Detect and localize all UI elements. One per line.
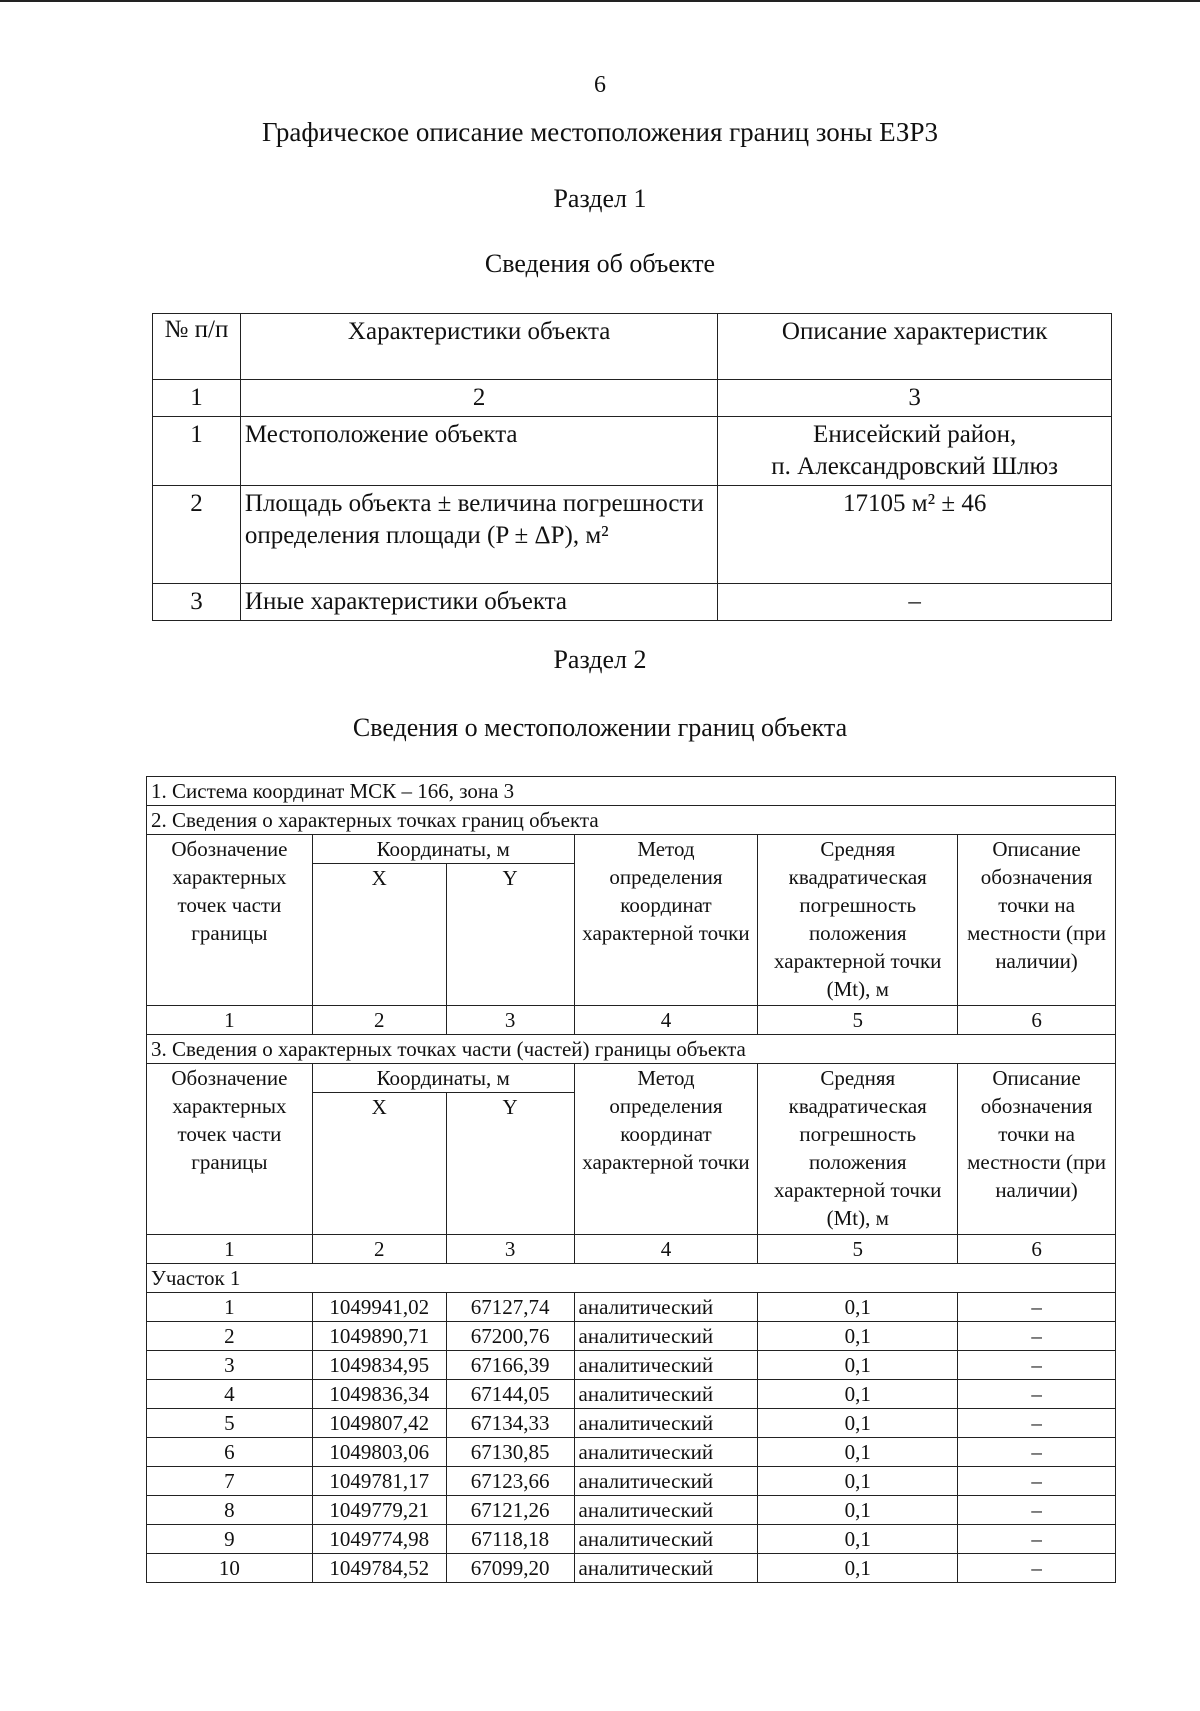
coord-system: 1. Система координат МСК – 166, зона 3 (147, 777, 1116, 806)
document-title: Графическое описание местоположения границ зоны ЕЗР3 (262, 117, 938, 147)
point-desc: – (958, 1293, 1116, 1322)
point-y: 67166,39 (446, 1351, 574, 1380)
point-id: 8 (147, 1496, 313, 1525)
header-row (147, 835, 1116, 864)
col-number: 6 (958, 1006, 1116, 1035)
header-x: X (312, 1093, 446, 1235)
point-id: 5 (147, 1409, 313, 1438)
point-y: 67134,33 (446, 1409, 574, 1438)
point-method: аналитический (574, 1554, 758, 1583)
col-number: 6 (958, 1235, 1116, 1264)
point-y: 67121,26 (446, 1496, 574, 1525)
point-mt: 0,1 (758, 1409, 958, 1438)
table1-col-numbers-row (153, 380, 1112, 417)
page-number: 6 (594, 72, 606, 98)
point-x: 1049803,06 (312, 1438, 446, 1467)
point-y: 67130,85 (446, 1438, 574, 1467)
table-row (147, 1409, 1116, 1438)
point-mt: 0,1 (758, 1438, 958, 1467)
header-y: Y (446, 1093, 574, 1235)
point-mt: 0,1 (758, 1525, 958, 1554)
point-id: 2 (147, 1322, 313, 1351)
parts-heading-row (147, 1035, 1116, 1064)
plot-label-row (147, 1264, 1116, 1293)
header-error: Средняя квадратическая погрешность положения характерной точки (Mt), м (758, 835, 958, 1006)
point-mt: 0,1 (758, 1496, 958, 1525)
table1-header-row (153, 314, 1112, 380)
header-error: Средняя квадратическая погрешность положения характерной точки (Mt), м (758, 1064, 958, 1235)
point-mt: 0,1 (758, 1351, 958, 1380)
point-y: 67099,20 (446, 1554, 574, 1583)
points-heading-row (147, 806, 1116, 835)
header-x: X (312, 864, 446, 1006)
table-row (147, 1438, 1116, 1467)
header-designation: Обозначение характерных точек части границы (147, 835, 313, 1006)
coord-system-row (147, 777, 1116, 806)
table-row (147, 1554, 1116, 1583)
point-mt: 0,1 (758, 1467, 958, 1496)
header-description: Описание характеристик (718, 314, 1112, 380)
point-desc: – (958, 1467, 1116, 1496)
col-number: 5 (758, 1235, 958, 1264)
header-y: Y (446, 864, 574, 1006)
point-mt: 0,1 (758, 1322, 958, 1351)
point-desc: – (958, 1380, 1116, 1409)
object-info-table (152, 313, 1112, 621)
table-row (147, 1496, 1116, 1525)
header-num: № п/п (153, 314, 241, 380)
point-id: 4 (147, 1380, 313, 1409)
row-num: 2 (153, 486, 241, 584)
boundary-points-table (146, 776, 1116, 1583)
point-method: аналитический (574, 1525, 758, 1554)
point-id: 6 (147, 1438, 313, 1467)
plot-label: Участок 1 (147, 1264, 1116, 1293)
section2-heading: Раздел 2 (553, 645, 647, 674)
col-numbers-row (147, 1006, 1116, 1035)
header-method: Метод определения координат характерной точки (574, 835, 758, 1006)
point-method: аналитический (574, 1293, 758, 1322)
description-line: Енисейский район, (813, 421, 1017, 448)
header-description: Описание обозначения точки на местности (при наличии) (958, 1064, 1116, 1235)
table-row (147, 1467, 1116, 1496)
table1-row (153, 584, 1112, 621)
section1-heading: Раздел 1 (553, 184, 647, 213)
point-method: аналитический (574, 1351, 758, 1380)
parts-heading: 3. Сведения о характерных точках части (частей) границы объекта (147, 1035, 1116, 1064)
row-description: – (718, 584, 1112, 621)
table-row (147, 1351, 1116, 1380)
point-mt: 0,1 (758, 1293, 958, 1322)
point-id: 9 (147, 1525, 313, 1554)
col-number: 2 (312, 1006, 446, 1035)
header-coordinates: Координаты, м (312, 835, 574, 864)
col-number: 2 (312, 1235, 446, 1264)
point-x: 1049774,98 (312, 1525, 446, 1554)
points-heading: 2. Сведения о характерных точках границ объекта (147, 806, 1116, 835)
row-characteristic: Местоположение объекта (240, 417, 717, 486)
point-y: 67123,66 (446, 1467, 574, 1496)
col-number: 2 (240, 380, 717, 417)
point-id: 7 (147, 1467, 313, 1496)
col-number: 5 (758, 1006, 958, 1035)
col-number: 4 (574, 1235, 758, 1264)
point-desc: – (958, 1554, 1116, 1583)
table-row (147, 1293, 1116, 1322)
col-number: 1 (153, 380, 241, 417)
table-row (147, 1525, 1116, 1554)
point-method: аналитический (574, 1438, 758, 1467)
row-characteristic: Иные характеристики объекта (240, 584, 717, 621)
section1-subheading: Сведения об объекте (484, 249, 716, 278)
point-x: 1049836,34 (312, 1380, 446, 1409)
table-row (147, 1322, 1116, 1351)
row-num: 3 (153, 584, 241, 621)
point-desc: – (958, 1409, 1116, 1438)
header-description: Описание обозначения точки на местности (при наличии) (958, 835, 1116, 1006)
description-line: п. Александровский Шлюз (771, 453, 1059, 480)
point-method: аналитический (574, 1467, 758, 1496)
row-characteristic: Площадь объекта ± величина погрешности определения площади (P ± ΔP), м² (240, 486, 717, 584)
point-desc: – (958, 1496, 1116, 1525)
point-id: 1 (147, 1293, 313, 1322)
point-method: аналитический (574, 1322, 758, 1351)
col-number: 3 (446, 1006, 574, 1035)
section2-subheading: Сведения о местоположении границ объекта (352, 713, 848, 742)
col-number: 3 (718, 380, 1112, 417)
row-num: 1 (153, 417, 241, 486)
point-x: 1049807,42 (312, 1409, 446, 1438)
point-x: 1049781,17 (312, 1467, 446, 1496)
top-rule (0, 0, 1200, 2)
table-row (147, 1380, 1116, 1409)
col-numbers-row (147, 1235, 1116, 1264)
point-method: аналитический (574, 1380, 758, 1409)
point-desc: – (958, 1438, 1116, 1467)
point-x: 1049779,21 (312, 1496, 446, 1525)
header-characteristics: Характеристики объекта (240, 314, 717, 380)
header-coordinates: Координаты, м (312, 1064, 574, 1093)
point-desc: – (958, 1322, 1116, 1351)
header-method: Метод определения координат характерной точки (574, 1064, 758, 1235)
col-number: 4 (574, 1006, 758, 1035)
point-mt: 0,1 (758, 1554, 958, 1583)
col-number: 1 (147, 1235, 313, 1264)
table1-row (153, 486, 1112, 584)
point-id: 3 (147, 1351, 313, 1380)
row-description: 17105 м² ± 46 (718, 486, 1112, 584)
point-y: 67118,18 (446, 1525, 574, 1554)
point-x: 1049890,71 (312, 1322, 446, 1351)
point-y: 67127,74 (446, 1293, 574, 1322)
header-row (147, 1064, 1116, 1093)
point-method: аналитический (574, 1409, 758, 1438)
point-method: аналитический (574, 1496, 758, 1525)
point-mt: 0,1 (758, 1380, 958, 1409)
point-x: 1049784,52 (312, 1554, 446, 1583)
point-y: 67200,76 (446, 1322, 574, 1351)
point-x: 1049834,95 (312, 1351, 446, 1380)
header-designation: Обозначение характерных точек части границы (147, 1064, 313, 1235)
point-desc: – (958, 1525, 1116, 1554)
row-description (718, 417, 1112, 486)
col-number: 3 (446, 1235, 574, 1264)
point-x: 1049941,02 (312, 1293, 446, 1322)
col-number: 1 (147, 1006, 313, 1035)
point-desc: – (958, 1351, 1116, 1380)
point-y: 67144,05 (446, 1380, 574, 1409)
table1-row (153, 417, 1112, 486)
point-id: 10 (147, 1554, 313, 1583)
